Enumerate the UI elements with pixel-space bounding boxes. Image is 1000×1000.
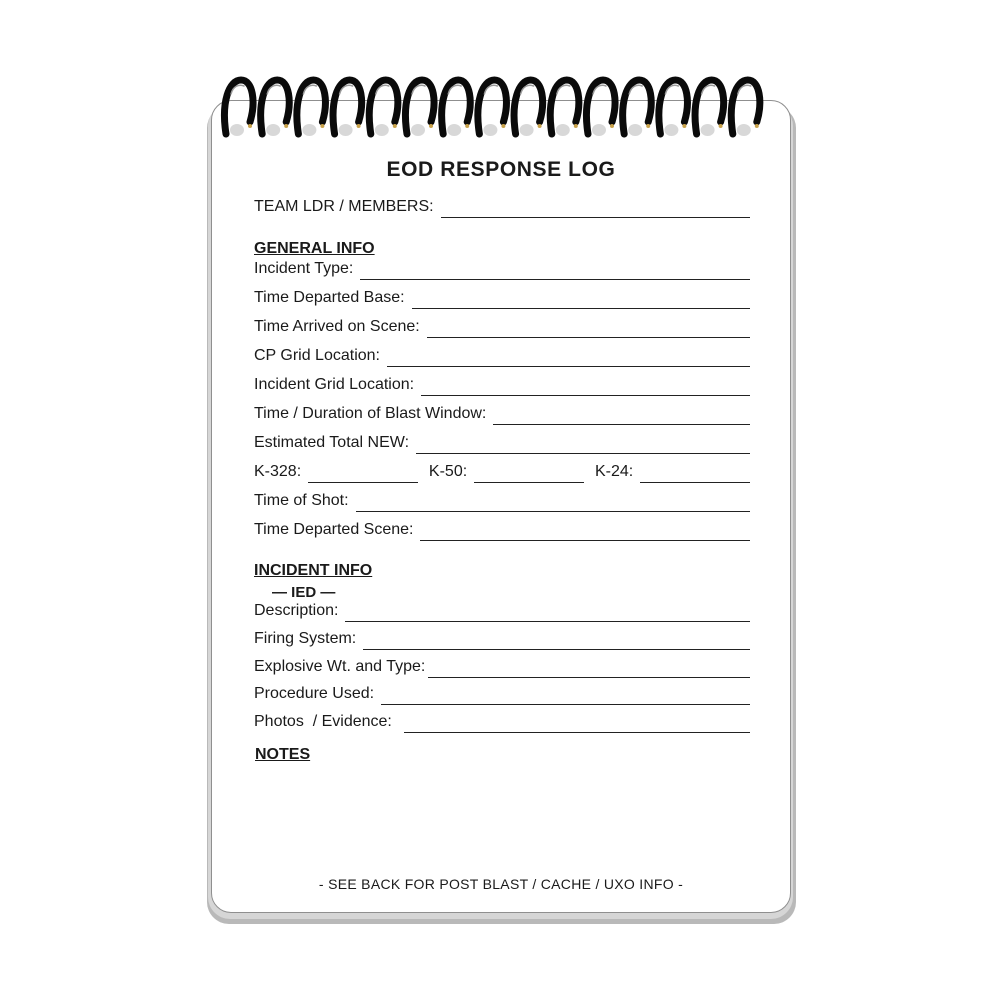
binding-coil — [586, 80, 615, 136]
punch-hole — [628, 124, 642, 136]
punch-hole — [339, 124, 353, 136]
incident-grid-label: Incident Grid Location: — [254, 376, 415, 393]
punch-hole — [664, 124, 678, 136]
cp-grid-label: CP Grid Location: — [254, 347, 380, 364]
description-label: Description: — [254, 602, 339, 619]
punch-hole — [737, 124, 751, 136]
time-of-shot-line[interactable] — [356, 497, 750, 512]
coil-tip — [393, 124, 397, 128]
binding-coil — [333, 80, 362, 136]
binding-coil — [550, 80, 579, 136]
coil-tip — [320, 124, 324, 128]
back-page-note: - SEE BACK FOR POST BLAST / CACHE / UXO INFO - — [318, 876, 684, 892]
coil-tip — [429, 124, 433, 128]
k24-label: K-24: — [594, 463, 634, 480]
procedure-field[interactable] — [254, 683, 750, 705]
team-members-field[interactable] — [254, 196, 750, 218]
time-departed-base-field[interactable] — [254, 287, 750, 309]
cp-grid-line[interactable] — [387, 352, 750, 367]
punch-hole — [230, 124, 244, 136]
time-of-shot-field[interactable] — [254, 490, 750, 512]
coil-tip — [646, 124, 650, 128]
time-departed-base-label: Time Departed Base: — [254, 289, 405, 306]
coil-tip — [755, 124, 759, 128]
coil-tip — [682, 124, 686, 128]
incident-info-heading: INCIDENT INFO — [254, 562, 373, 579]
binding-coil — [297, 80, 326, 136]
binding-coil — [514, 80, 543, 136]
cp-grid-field[interactable] — [254, 345, 750, 367]
page-title: EOD RESPONSE LOG — [386, 158, 616, 181]
time-arrived-label: Time Arrived on Scene: — [254, 318, 420, 335]
binding-coil — [695, 80, 724, 136]
coil-tip — [610, 124, 614, 128]
time-of-shot-label: Time of Shot: — [254, 492, 349, 509]
coil-tip — [538, 124, 542, 128]
incident-type-label: Incident Type: — [254, 260, 354, 277]
punch-hole — [375, 124, 389, 136]
team-members-line[interactable] — [441, 203, 750, 218]
explosive-line[interactable] — [428, 663, 750, 678]
team-members-label: TEAM LDR / MEMBERS: — [254, 198, 434, 215]
binding-coil — [405, 80, 434, 136]
coil-tip — [501, 124, 505, 128]
procedure-line[interactable] — [381, 690, 750, 705]
punch-hole — [266, 124, 280, 136]
k24-line[interactable] — [640, 468, 750, 483]
incident-type-field[interactable] — [254, 258, 750, 280]
ied-subheading: — IED — — [272, 584, 336, 601]
time-departed-base-line[interactable] — [412, 294, 750, 309]
punch-hole — [701, 124, 715, 136]
punch-hole — [302, 124, 316, 136]
blast-window-field[interactable] — [254, 403, 750, 425]
coil-tip — [284, 124, 288, 128]
punch-hole — [556, 124, 570, 136]
photos-evidence-label: Photos / Evidence: — [254, 713, 392, 730]
binding-coil — [623, 80, 652, 136]
punch-hole — [447, 124, 461, 136]
k328-line[interactable] — [308, 468, 418, 483]
blast-window-line[interactable] — [493, 410, 750, 425]
firing-system-label: Firing System: — [254, 630, 357, 647]
photos-evidence-line[interactable] — [404, 718, 750, 733]
punch-hole — [411, 124, 425, 136]
description-line[interactable] — [345, 607, 750, 622]
binding-coil — [731, 80, 760, 136]
incident-type-line[interactable] — [360, 265, 750, 280]
binding-coil — [659, 80, 688, 136]
firing-system-field[interactable] — [254, 628, 750, 650]
binding-coil — [478, 80, 507, 136]
procedure-label: Procedure Used: — [254, 685, 375, 702]
incident-grid-field[interactable] — [254, 374, 750, 396]
time-arrived-line[interactable] — [427, 323, 750, 338]
k328-label: K-328: — [254, 463, 302, 480]
explosive-label: Explosive Wt. and Type: — [254, 658, 426, 675]
binding-coil — [442, 80, 471, 136]
punch-hole — [483, 124, 497, 136]
time-departed-scene-field[interactable] — [254, 519, 750, 541]
description-field[interactable] — [254, 600, 750, 622]
incident-grid-line[interactable] — [421, 381, 750, 396]
punch-hole — [592, 124, 606, 136]
time-departed-scene-label: Time Departed Scene: — [254, 521, 414, 538]
time-departed-scene-line[interactable] — [420, 526, 750, 541]
spiral-binding — [215, 72, 785, 147]
binding-coil — [369, 80, 398, 136]
coil-tip — [574, 124, 578, 128]
estimated-new-field[interactable] — [254, 432, 750, 454]
estimated-new-line[interactable] — [416, 439, 750, 454]
k50-line[interactable] — [474, 468, 584, 483]
coil-tip — [357, 124, 361, 128]
punch-hole — [520, 124, 534, 136]
notes-heading: NOTES — [255, 746, 311, 763]
general-info-heading: GENERAL INFO — [254, 240, 375, 257]
estimated-new-label: Estimated Total NEW: — [254, 434, 410, 451]
blast-window-label: Time / Duration of Blast Window: — [254, 405, 487, 422]
firing-system-line[interactable] — [363, 635, 750, 650]
coil-tip — [719, 124, 723, 128]
coil-tip — [248, 124, 252, 128]
time-arrived-field[interactable] — [254, 316, 750, 338]
binding-coil — [261, 80, 290, 136]
coil-tip — [465, 124, 469, 128]
explosive-field[interactable] — [254, 656, 750, 678]
k50-label: K-50: — [428, 463, 468, 480]
k-values-row — [254, 461, 750, 483]
photos-evidence-field[interactable] — [254, 711, 750, 733]
binding-coil — [224, 80, 253, 136]
